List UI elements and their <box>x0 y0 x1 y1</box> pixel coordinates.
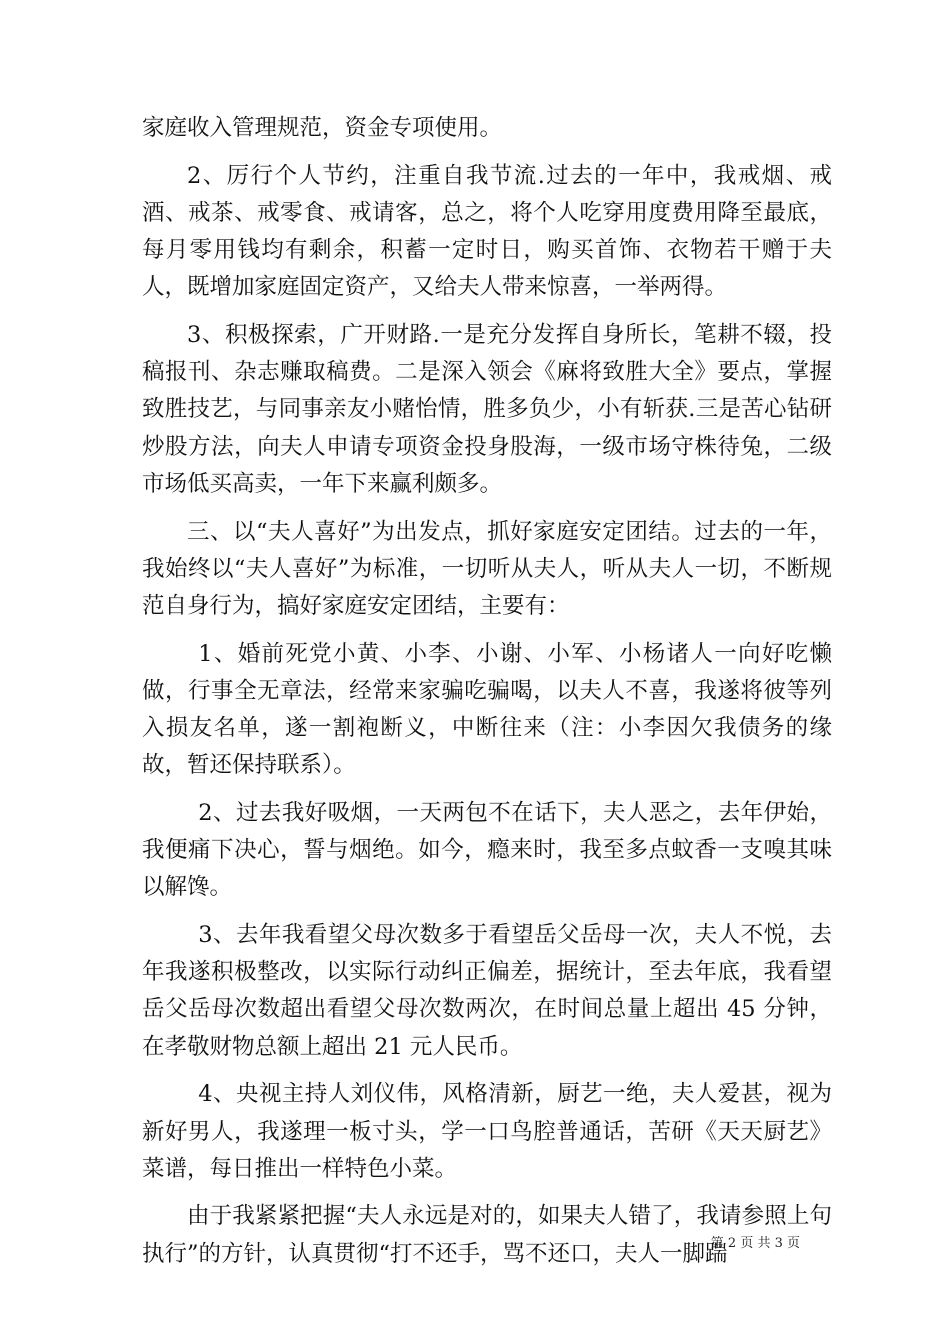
paragraph-conclusion: 由于我紧紧把握“夫人永远是对的，如果夫人错了，我请参照上句执行”的方针，认真贯彻“打不还手，骂不还口，夫人一脚踹 <box>142 1203 832 1267</box>
paragraph-item-smoking: 2、过去我好吸烟，一天两包不在话下，夫人恶之，去年伊始，我便痛下决心，誓与烟绝。如今，瘾来时，我至多点蚊香一支嗅其味以解馋。 <box>142 799 832 901</box>
page-number-footer: 第 2 页 共 3 页 <box>710 1236 800 1251</box>
paragraph-personal-savings: 2、厉行个人节约，注重自我节流.过去的一年中，我戒烟、戒酒、戒茶、戒零食、戒请客，总之，将个人吃穿用度费用降至最底，每月零用钱均有剩余，积蓄一定时日，购买首饰、衣物若干赠于夫人，既增加家庭固定资产，又给夫人带来惊喜，一举两得。 <box>142 162 832 301</box>
paragraph-item-cooking: 4、央视主持人刘仪伟，风格清新，厨艺一绝，夫人爱甚，视为新好男人，我遂理一板寸头，学一口鸟腔普通话，苦研《天天厨艺》菜谱，每日推出一样特色小菜。 <box>142 1081 832 1182</box>
paragraph-section-three-heading: 三、以“夫人喜好”为出发点，抓好家庭安定团结。过去的一年，我始终以“夫人喜好”为标准，一切听从夫人，听从夫人一切，不断规范自身行为，搞好家庭安定团结，主要有： <box>142 518 832 619</box>
paragraph-continuation: 家庭收入管理规范，资金专项使用。 <box>142 115 503 141</box>
paragraph-item-visits: 3、去年我看望父母次数多于看望岳父岳母一次，夫人不悦，去年我遂积极整改，以实际行动纠正偏差，据统计，至去年底，我看望岳父岳母次数超出看望父母次数两次，在时间总量上超出 45 分钟，在孝敬财物总额上超出 21 元人民币。 <box>142 922 832 1060</box>
paragraph-item-friends: 1、婚前死党小黄、小李、小谢、小军、小杨诸人一向好吃懒做，行事全无章法，经常来家骗吃骗喝，以夫人不喜，我遂将彼等列入损友名单，遂一割袍断义，中断往来（注：小李因欠我债务的缘故，暂还保持联系）。 <box>142 640 832 779</box>
paragraph-income-sources: 3、积极探索，广开财路.一是充分发挥自身所长，笔耕不辍，投稿报刊、杂志赚取稿费。二是深入领会《麻将致胜大全》要点，掌握致胜技艺，与同事亲友小赌怡情，胜多负少，小有斩获.三是苦心钻研炒股方法，向夫人申请专项资金投身股海，一级市场守株待兔，二级市场低买高卖，一年下来赢利颇多。 <box>142 322 832 497</box>
document-body <box>142 110 832 1283</box>
